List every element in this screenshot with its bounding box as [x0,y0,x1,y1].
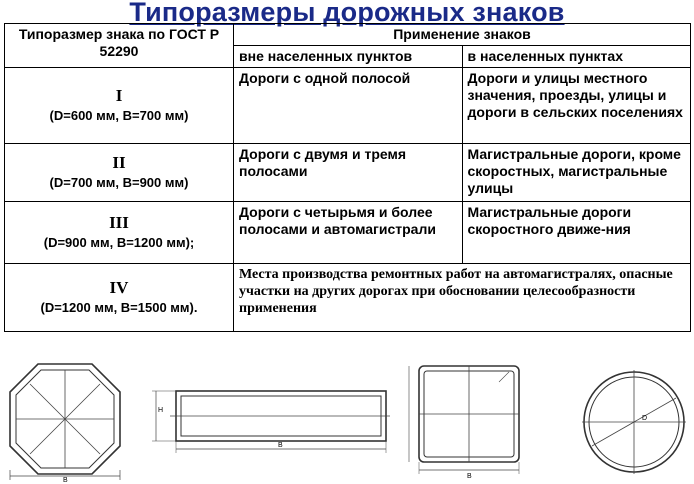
size-roman: III [109,213,129,232]
size-dims: (D=1200 мм, B=1500 мм). [40,300,198,315]
outside-cell: Дороги с четырьмя и более полосами и автомагистрали [234,202,463,264]
inside-cell: Магистральные дороги скоростного движе-ния [462,202,691,264]
rect-height-label: H [158,407,164,414]
table-row [5,144,691,202]
size-cell [5,68,234,144]
header-size: Типоразмер знака по ГОСТ Р 52290 [5,24,234,68]
page-title: Типоразмеры дорожных знаков [129,0,565,27]
octagon-sign-diagram [8,360,128,482]
inside-cell: Магистральные дороги, кроме скоростных, магистральные улицы [462,144,691,202]
outside-cell: Дороги с двумя и тремя полосами [234,144,463,202]
circle-dimension-label: D [642,415,648,422]
square-dimension-label: B [467,473,472,480]
rectangle-sign-diagram [150,375,390,473]
size-roman: II [112,153,126,172]
size-dims: (D=600 мм, B=700 мм) [49,108,189,123]
size-cell [5,144,234,202]
square-sign-diagram [405,362,525,480]
inside-cell: Дороги и улицы местного значения, проезды, улицы и дороги в сельских поселениях [462,68,691,144]
size-dims: (D=700 мм, B=900 мм) [49,175,189,190]
header-inside: в населенных пунктах [462,46,691,68]
table-row [5,68,691,144]
size-roman: I [115,86,123,105]
size-dims: (D=900 мм, B=1200 мм); [43,235,195,250]
header-outside: вне населенных пунктов [234,46,463,68]
table-row [5,264,691,332]
circle-sign-diagram [580,368,688,476]
sign-sizes-table [4,23,691,332]
size-cell [5,264,234,332]
size-roman: IV [109,278,129,297]
rect-width-label: B [278,442,283,449]
note-cell: Места производства ремонтных работ на автомагистралях, опасные участки на других дорогах при обосновании целесообразности применения [234,264,691,332]
table-row [5,202,691,264]
octagon-dimension-label: B [63,477,68,482]
header-application: Применение знаков [234,24,691,46]
outside-cell: Дороги с одной полосой [234,68,463,144]
size-cell [5,202,234,264]
table-header-row [5,24,691,46]
